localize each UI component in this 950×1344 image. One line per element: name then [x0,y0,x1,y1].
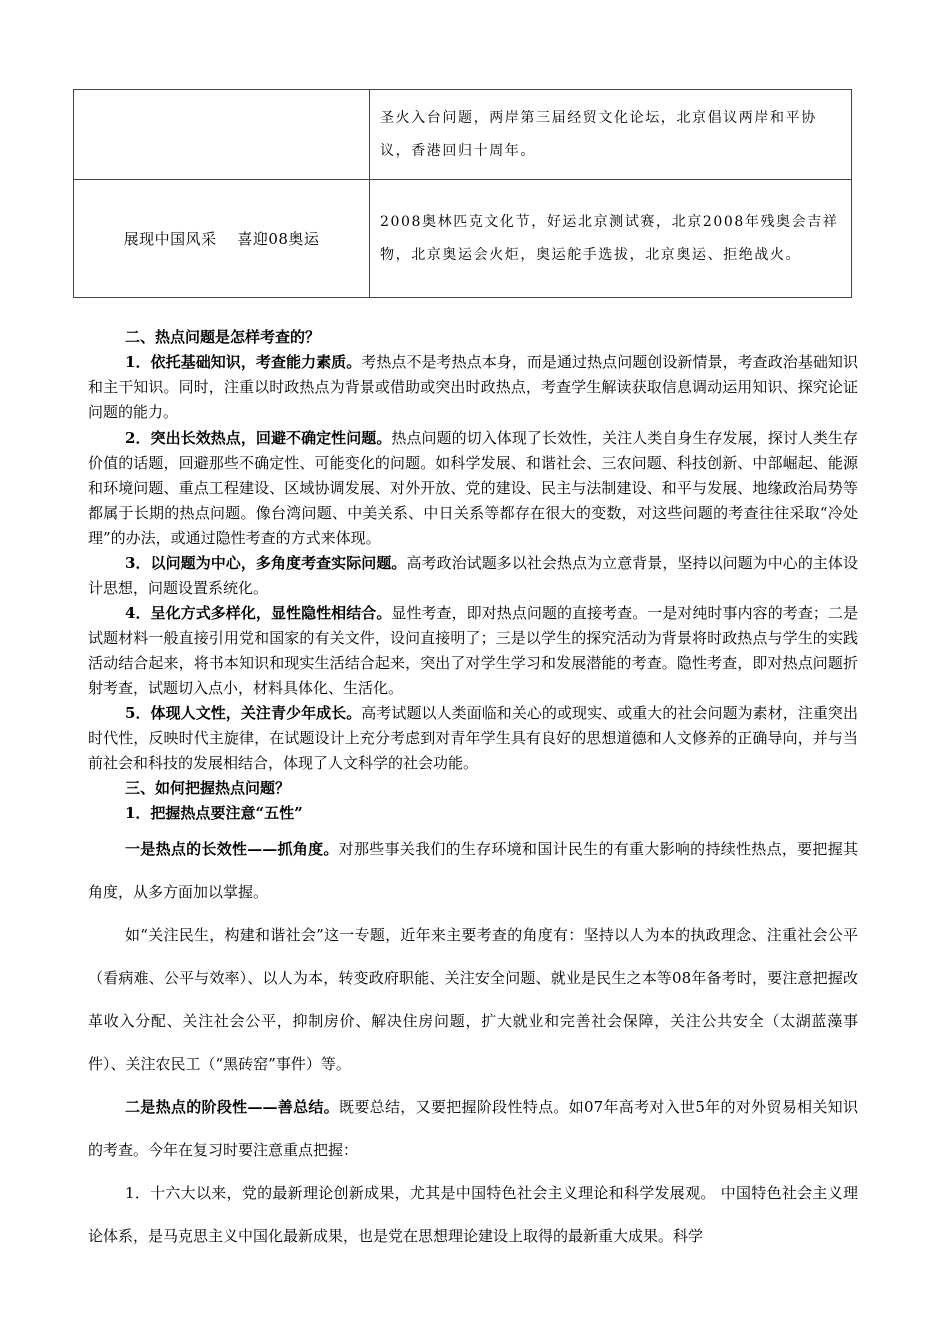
paragraph [88,701,858,776]
paragraph-lead: 1．依托基础知识，考查能力素质。 [125,353,362,371]
paragraph-text: 高考试题以人类面临和关心的或现实、或重大的社会问题为素材，注重突出时代性，反映时代主旋律，在试题设计上充分考虑到对青年学生具有良好的思想道德和人文修养的正确导向，并与当前社会和科技的发展相结合，体现了人文科学的社会功能。 [88,704,858,772]
paragraph [88,828,858,914]
section-heading: 三、如何把握热点问题？ [125,779,291,797]
paragraph-text: 显性考查，即对热点问题的直接考查。一是对纯时事内容的考查；二是试题材料一般直接引用党和国家的有关文件，设问直接明了；三是以学生的探究活动为背景将时政热点与学生的实践活动结合起来，将书本知识和现实生活结合起来，突出了对学生学习和发展潜能的考查。隐性考查，即对热点问题折射考查，试题切入点小，材料具体化、生活化。 [88,604,858,697]
paragraph [88,350,858,425]
paragraph-text: 热点问题的切入体现了长效性，关注人类自身生存发展，探讨人类生存价值的话题，回避那些不确定性、可能变化的问题。如科学发展、和谐社会、三农问题、科技创新、中部崛起、能源和环境问题、重点工程建设、区域协调发展、对外开放、党的建设、民主与法制建设、和平与发展、地缘政治局势等都属于长期的热点问题。像台湾问题、中美关系、中日关系等都存在很大的变数，对这些问题的考查往往采取“冷处理”的办法，或通过隐性考查的方式来体现。 [88,429,858,547]
table-cell-topic [74,90,370,180]
paragraph [88,551,858,601]
section-heading: 二、热点问题是怎样考查的？ [125,328,321,346]
topics-table [73,89,852,298]
paragraph-text: 高考政治试题多以社会热点为立意背景，坚持以问题为中心的主体设计思想，问题设置系统化。 [88,554,858,597]
paragraph-text: 对那些事关我们的生存环境和国计民生的有重大影响的持续性热点，要把握其角度，从多方面加以掌握。 [88,840,858,901]
table-cell-topic: 展现中国风采 喜迎08奥运 [74,180,370,298]
paragraph-text: 既要总结，又要把握阶段性特点。如07年高考对入世5年的对外贸易相关知识的考查。今年在复习时要注意重点把握： [88,1098,858,1159]
paragraph-text: 考热点不是考热点本身，而是通过热点问题创设新情景，考查政治基础知识和主干知识。同时，注重以时政热点为背景或借助或突出时政热点，考查学生解读获取信息调动运用知识、探究论证问题的能力。 [88,353,858,421]
paragraph: 1．十六大以来，党的最新理论创新成果，尤其是中国特色社会主义理论和科学发展观。 中国特色社会主义理论体系，是马克思主义中国化最新成果，也是党在思想理论建设上取得的最新重大成果。科学 [88,1184,858,1245]
paragraph-lead: 4．呈化方式多样化，显性隐性相结合。 [125,604,392,622]
paragraph-lead: 3．以问题为中心，多角度考查实际问题。 [125,554,407,572]
subheading: 1．把握热点要注意“五性” [125,804,303,822]
table-cell-events: 2008奥林匹克文化节，好运北京测试赛，北京2008年残奥会吉祥物，北京奥运会火炬，奥运舵手选拔，北京奥运、拒绝战火。 [370,180,852,298]
paragraph-lead: 2．突出长效热点，回避不确定性问题。 [125,429,392,447]
table-row [74,180,852,298]
paragraph-lead: 一是热点的长效性——抓角度。 [125,840,339,858]
table-cell-events: 圣火入台问题，两岸第三届经贸文化论坛，北京倡议两岸和平协议，香港回归十周年。 [370,90,852,180]
paragraph [88,1086,858,1172]
paragraph: 如“关注民生，构建和谐社会”这一专题，近年来主要考查的角度有：坚持以人为本的执政理念、注重社会公平（看病难、公平与效率）、以人为本，转变政府职能、关注安全问题、就业是民生之本等08年备考时，要注意把握改革收入分配、关注社会公平，抑制房价、解决住房问题，扩大就业和完善社会保障，关注公共安全（太湖蓝藻事件）、关注农民工（“黑砖窑”事件）等。 [88,926,858,1073]
table-row [74,90,852,180]
paragraph-lead: 5．体现人文性，关注青少年成长。 [125,704,362,722]
paragraph [88,601,858,701]
paragraph-lead: 二是热点的阶段性——善总结。 [125,1098,340,1116]
paragraph [88,426,858,551]
